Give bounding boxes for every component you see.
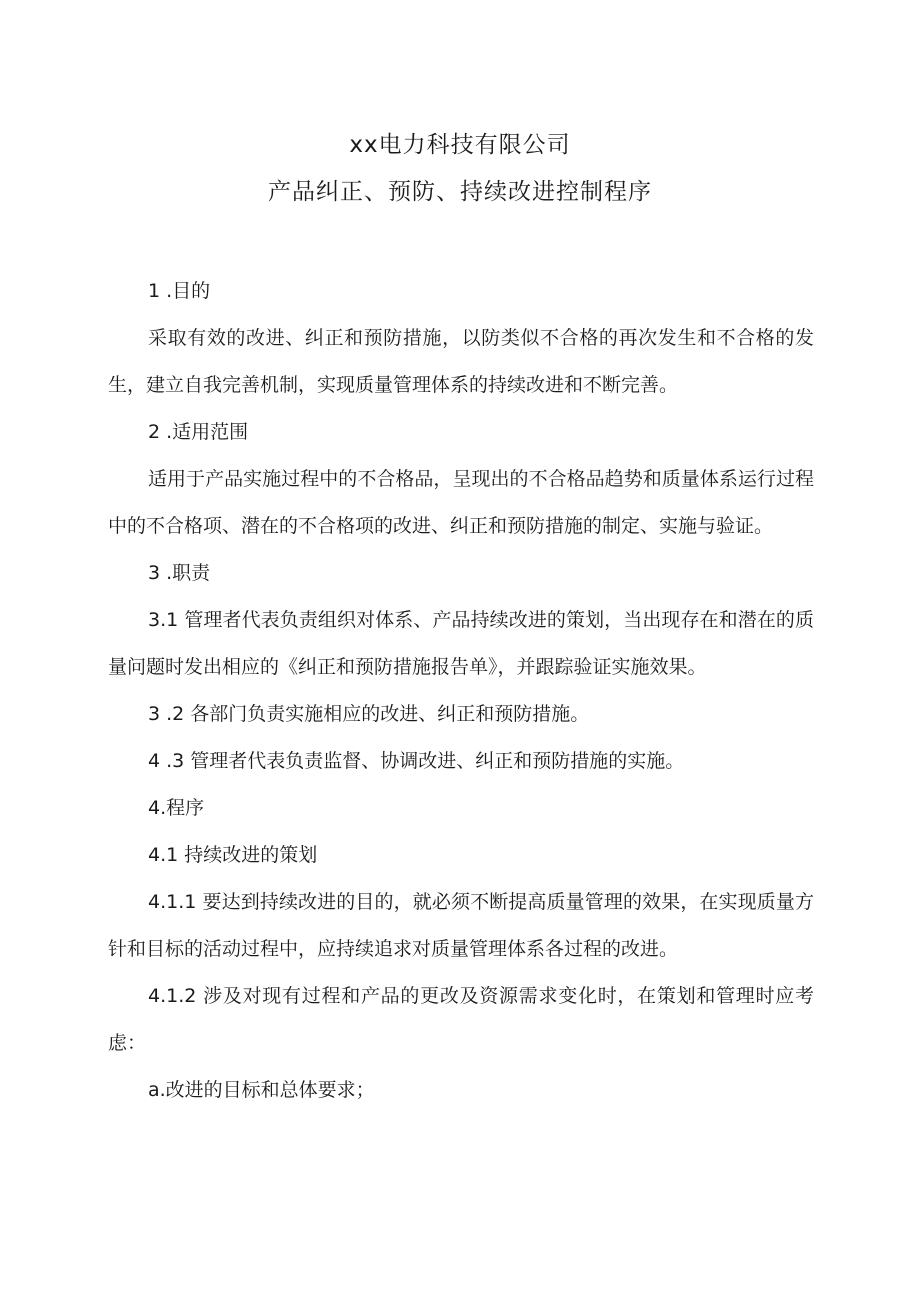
- paragraph-4-1-2: 4.1.2 涉及对现有过程和产品的更改及资源需求变化时，在策划和管理时应考虑：: [108, 985, 814, 1054]
- paragraph-purpose: 采取有效的改进、纠正和预防措施，以防类似不合格的再次发生和不合格的发生，建立自我完善机制，实现质量管理体系的持续改进和不断完善。: [108, 327, 814, 396]
- list-item-a: a.改进的目标和总体要求；: [148, 1079, 375, 1101]
- paragraph-3-1: 3.1 管理者代表负责组织对体系、产品持续改进的策划，当出现存在和潜在的质量问题时发出相应的《纠正和预防措施报告单》，并跟踪验证实施效果。: [108, 609, 814, 678]
- paragraph-3-2: 3 .2 各部门负责实施相应的改进、纠正和预防措施。: [148, 703, 590, 725]
- section-heading-scope: 2 .适用范围: [148, 421, 249, 443]
- document-title: 产品纠正、预防、持续改进控制程序: [268, 179, 652, 205]
- section-heading-purpose: 1 .目的: [148, 280, 211, 302]
- paragraph-4-1: 4.1 持续改进的策划: [148, 844, 318, 866]
- document-body: [108, 268, 814, 1114]
- paragraph-scope: 适用于产品实施过程中的不合格品，呈现出的不合格品趋势和质量体系运行过程中的不合格项、潜在的不合格项的改进、纠正和预防措施的制定、实施与验证。: [108, 468, 814, 537]
- company-name: xx电力科技有限公司: [349, 132, 571, 158]
- paragraph-4-1-1: 4.1.1 要达到持续改进的目的，就必须不断提高质量管理的效果，在实现质量方针和目标的活动过程中，应持续追求对质量管理体系各过程的改进。: [108, 891, 814, 960]
- paragraph-4-3: 4 .3 管理者代表负责监督、协调改进、纠正和预防措施的实施。: [148, 750, 685, 772]
- section-heading-responsibilities: 3 .职责: [148, 562, 211, 584]
- section-heading-procedure: 4.程序: [148, 797, 205, 819]
